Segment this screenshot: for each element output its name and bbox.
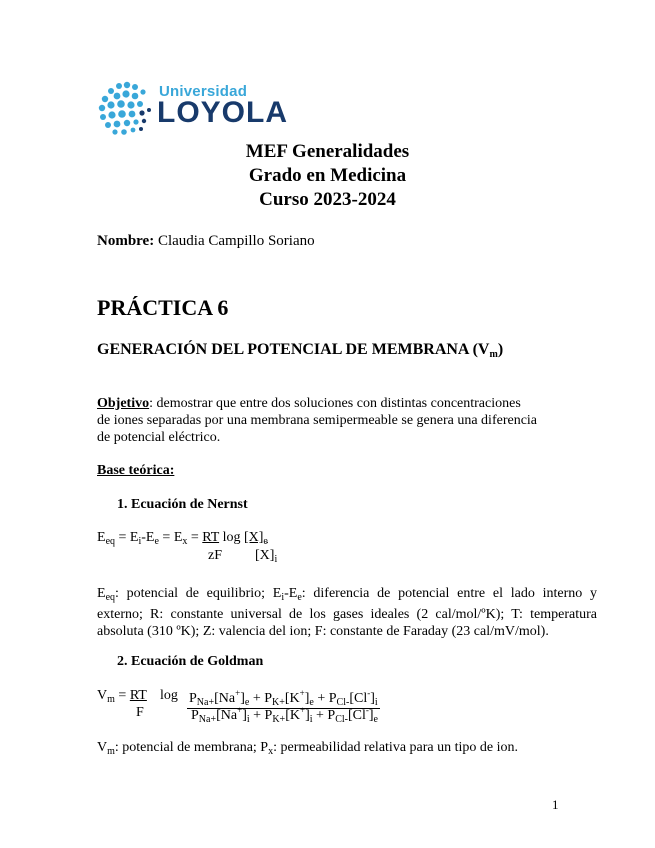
header-title-3: Curso 2023-2024: [259, 189, 396, 210]
nombre-label: Nombre:: [97, 233, 155, 249]
logo-dots-icon: [97, 80, 155, 138]
nernst-denominator-x: $[X]_i$: [255, 548, 278, 565]
subtitle-close: ): [497, 341, 504, 358]
objetivo-label: Objetivo: [97, 396, 150, 411]
nernst-desc-line1: $E_{eq}$: potencial de equilibrio; $E_i-E_e$: diferencia de potencial entre el lado interno y: [97, 586, 597, 603]
goldman-denominator-f: F: [136, 705, 144, 720]
page-number: 1: [552, 797, 559, 812]
base-teorica-heading: Base teórica:: [97, 463, 175, 478]
header-title-1: MEF Generalidades: [245, 141, 410, 162]
objetivo-line2: de iones separadas por una membrana semipermeable se genera una diferencia: [97, 413, 538, 428]
nombre-value: Claudia Campillo Soriano: [157, 233, 315, 249]
objetivo-line1: : demostrar que entre dos soluciones con distintas concentraciones: [149, 396, 521, 411]
goldman-heading: 2. Ecuación de Goldman: [117, 654, 264, 669]
goldman-log: log: [160, 688, 178, 703]
nernst-desc-line3: absoluta (310 ºK); Z: valencia del ion; F: constante de Faraday (23 cal/mV/mol).: [97, 624, 549, 639]
header-title-2: Grado en Medicina: [248, 165, 407, 186]
goldman-description: $V_m$: potencial de membrana; $P_x$: permeabilidad relativa para un tipo de ion.: [97, 740, 519, 757]
university-logo: [97, 80, 288, 138]
objetivo-line3: de potencial eléctrico.: [97, 430, 221, 445]
subtitle-sub: m: [489, 349, 498, 360]
objetivo-paragraph: [97, 395, 567, 446]
nernst-denominator-zf: zF: [208, 548, 222, 563]
subtitle-text: GENERACIÓN DEL POTENCIAL DE MEMBRANA (V: [97, 341, 490, 358]
goldman-lhs: $V_m$ = RT: [97, 688, 147, 705]
subtitle: [97, 341, 503, 360]
logo-line1: Universidad: [159, 83, 248, 100]
goldman-denominator: $P_{Na+}[Na^+]_i + P_{K+}[K^+]_i + P_{Cl-}[Cl^-]_e$: [191, 705, 378, 725]
nernst-description: [97, 585, 597, 640]
nernst-desc-line2: externo; R: constante universal de los gases ideales (2 cal/mol/ºK); T: temperatura: [97, 607, 597, 622]
nernst-heading: 1. Ecuación de Nernst: [117, 497, 248, 512]
nombre-line: [97, 233, 315, 250]
logo-line2: LOYOLA: [157, 96, 288, 129]
nernst-equation: $E_{eq} = E_i-E_e = E_x$ = RT $\log [X]_e$: [97, 530, 268, 547]
practica-title: PRÁCTICA 6: [97, 295, 229, 320]
goldman-numerator: $P_{Na+}[Na^+]_e + P_{K+}[K^+]_e + P_{Cl-}[Cl^-]_i$: [189, 688, 378, 708]
